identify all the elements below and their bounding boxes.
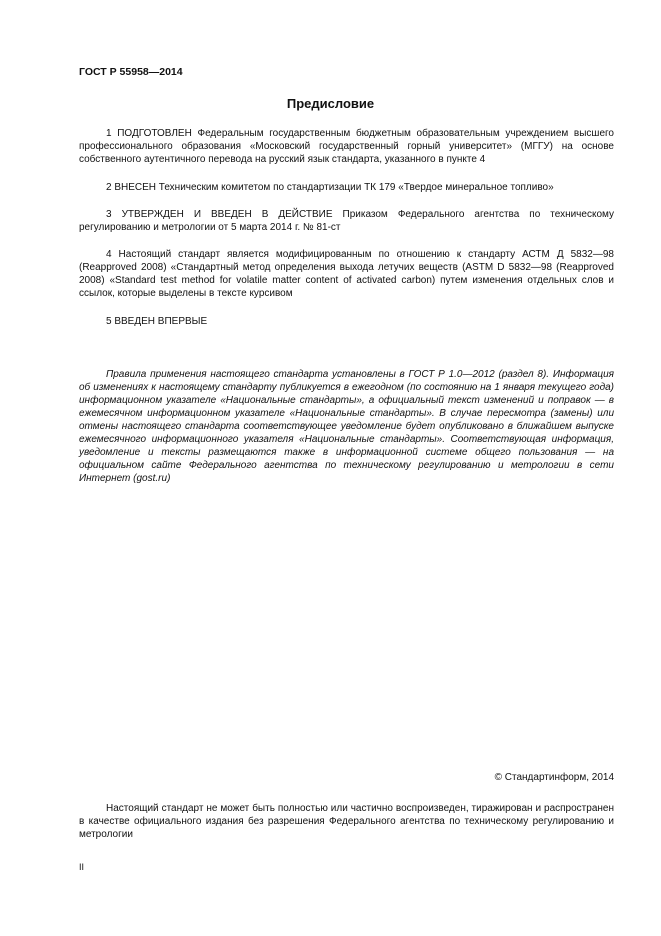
item-1: 1 ПОДГОТОВЛЕН Федеральным государственным бюджетным образовательным учреждением высшего профессионального образования «Московский государственный горный университет» (МГГУ) на основе собственного аутентичного перевода на русский язык стандарта, указанного в пункте 4 [79,128,614,165]
reproduction-notice: Настоящий стандарт не может быть полностью или частично воспроизведен, тиражирован и распространен в качестве официального издания без разрешения Федерального агентства по техническому регулированию и метрологии [79,803,614,840]
page-title: Предисловие [286,96,375,111]
document-header: ГОСТ Р 55958—2014 [79,66,183,78]
item-5: 5 ВВЕДЕН ВПЕРВЫЕ [106,316,208,327]
page-number: II [79,862,85,872]
item-3: 3 УТВЕРЖДЕН И ВВЕДЕН В ДЕЙСТВИЕ Приказом Федерального агентства по техническому регулированию и метрологии от 5 марта 2014 г. № 81-ст [79,209,614,233]
copyright: © Стандартинформ, 2014 [494,772,614,783]
usage-notice: Правила применения настоящего стандарта установлены в ГОСТ Р 1.0—2012 (раздел 8). Информация об изменениях к настоящему стандарту публикуется в ежегодном (по состоянию на 1 января текущего года) информационном указателе «Национальные стандарты», а официальный текст изменений и поправок — в ежемесячном информационном указателе «Национальные стандарты». В случае пересмотра (замены) или отмены настоящего стандарта соответствующее уведомление будет опубликовано в ближайшем выпуске ежемесячного информационного указателя «Национальные стандарты». Соответствующая информация, уведомление и тексты размещаются также в информационной системе общего пользования — на официальном сайте Федерального агентства по техническому регулированию и метрологии в сети Интернет (gost.ru) [79,369,614,484]
item-2: 2 ВНЕСЕН Техническим комитетом по стандартизации ТК 179 «Твердое минеральное топливо» [106,182,554,193]
item-4: 4 Настоящий стандарт является модифицированным по отношению к стандарту АСТМ Д 5832—98 (Reapproved 2008) «Стандартный метод определения выхода летучих веществ (ASTM D 5832—98 (Reapproved 2008) «Standard test method for volatile matter content of activated carbon) путем изменения отдельных слов и ссылок, которые выделены в тексте курсивом [79,249,614,299]
